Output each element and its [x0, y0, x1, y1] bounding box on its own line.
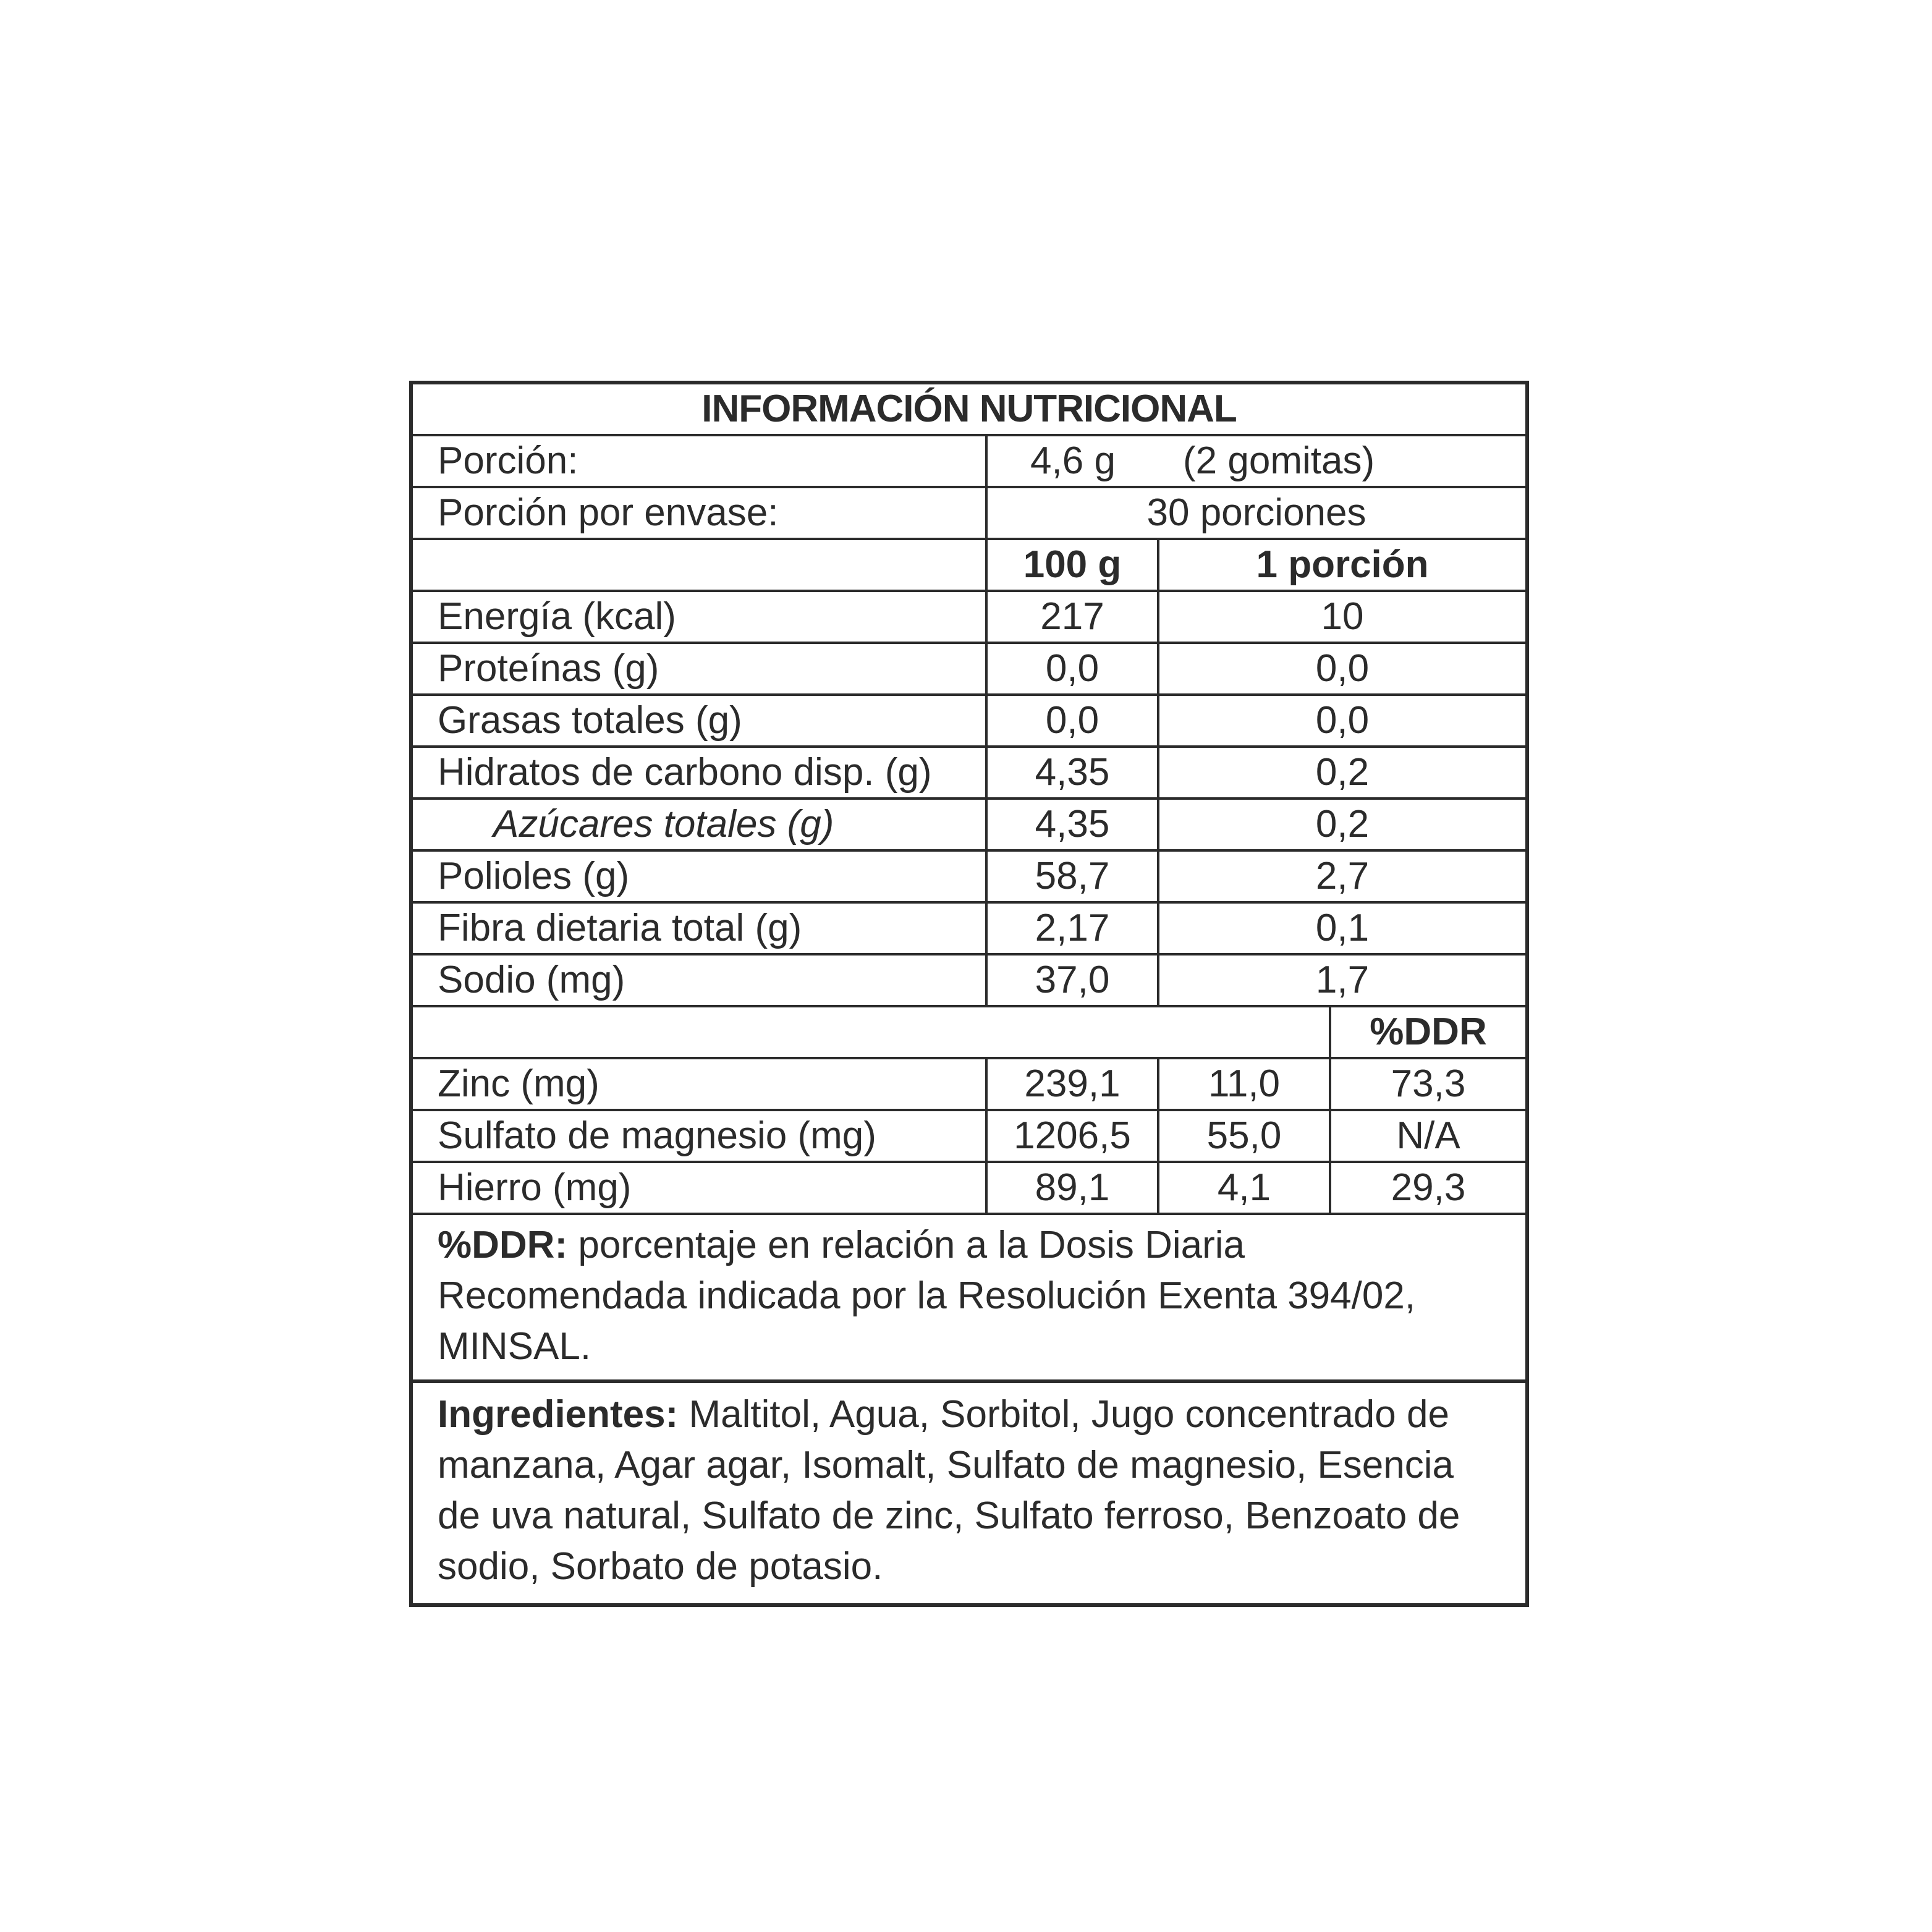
nutrient-per-serving: 2,7: [1158, 850, 1525, 902]
serving-label: Porción:: [413, 435, 986, 487]
nutrient-per100: 37,0: [986, 954, 1158, 1006]
ingredients-label: Ingredientes:: [438, 1393, 679, 1436]
title-row: [413, 384, 1525, 435]
nutrient-per-serving: 0,0: [1158, 643, 1525, 695]
mineral-row: [413, 1162, 1525, 1214]
mineral-per-serving: 11,0: [1158, 1058, 1330, 1110]
nutrient-row: [413, 695, 1525, 747]
nutrient-per-serving: 1,7: [1158, 954, 1525, 1006]
nutrient-row: [413, 954, 1525, 1006]
nutrient-name: Energía (kcal): [413, 591, 986, 643]
nutrient-name: Proteínas (g): [413, 643, 986, 695]
ingredients-block: [413, 1383, 1525, 1603]
mineral-per100: 1206,5: [986, 1110, 1158, 1162]
nutrient-per100: 4,35: [986, 747, 1158, 799]
ddr-header-row: [413, 1006, 1525, 1058]
mineral-row: [413, 1058, 1525, 1110]
mineral-name: Sulfato de magnesio (mg): [413, 1110, 986, 1162]
servings-per-container-row: [413, 487, 1525, 539]
nutrient-row: [413, 747, 1525, 799]
column-header-ddr: %DDR: [1330, 1006, 1525, 1058]
mineral-name: Hierro (mg): [413, 1162, 986, 1214]
mineral-per100: 89,1: [986, 1162, 1158, 1214]
nutrient-per100: 0,0: [986, 695, 1158, 747]
serving-amount: 4,6 g: [986, 435, 1158, 487]
servings-per-container-value: 30 porciones: [986, 487, 1525, 539]
nutrient-name: Polioles (g): [413, 850, 986, 902]
label-title: INFORMACIÓN NUTRICIONAL: [413, 384, 1525, 435]
servings-per-container-label: Porción por envase:: [413, 487, 986, 539]
mineral-ddr: N/A: [1330, 1110, 1525, 1162]
column-header-row: [413, 539, 1525, 591]
mineral-ddr: 73,3: [1330, 1058, 1525, 1110]
nutrient-per-serving: 0,1: [1158, 902, 1525, 954]
mineral-per100: 239,1: [986, 1058, 1158, 1110]
nutrient-per100: 4,35: [986, 799, 1158, 850]
mineral-per-serving: 55,0: [1158, 1110, 1330, 1162]
ddr-footnote-label: %DDR:: [438, 1224, 568, 1266]
nutrient-per100: 2,17: [986, 902, 1158, 954]
nutrient-per-serving: 0,2: [1158, 747, 1525, 799]
nutrient-per100: 0,0: [986, 643, 1158, 695]
column-header-blank: [413, 539, 986, 591]
nutrient-name: Sodio (mg): [413, 954, 986, 1006]
nutrient-per-serving: 0,2: [1158, 799, 1525, 850]
mineral-ddr: 29,3: [1330, 1162, 1525, 1214]
mineral-per-serving: 4,1: [1158, 1162, 1330, 1214]
ddr-header-blank: [413, 1006, 1330, 1058]
serving-row: [413, 435, 1525, 487]
nutrient-per100: 217: [986, 591, 1158, 643]
nutrient-row: [413, 643, 1525, 695]
nutrient-name: Hidratos de carbono disp. (g): [413, 747, 986, 799]
nutrition-label: [409, 381, 1529, 1607]
nutrient-row: [413, 591, 1525, 643]
mineral-name: Zinc (mg): [413, 1058, 986, 1110]
ingredients-text: Maltitol, Agua, Sorbitol, Jugo concentrado de manzana, Agar agar, Isomalt, Sulfato de magnesio, Esencia de uva natural, Sulfato de zinc, Sulfato ferroso, Benzoato de sodio, Sorbato de potasio.: [438, 1393, 1460, 1588]
nutrient-row: [413, 902, 1525, 954]
nutrient-per-serving: 0,0: [1158, 695, 1525, 747]
serving-units: (2 gomitas): [1158, 435, 1525, 487]
label-notes: [413, 1215, 1525, 1603]
nutrient-row: [413, 799, 1525, 850]
nutrient-per100: 58,7: [986, 850, 1158, 902]
nutrient-per-serving: 10: [1158, 591, 1525, 643]
column-header-per-serving: 1 porción: [1158, 539, 1525, 591]
nutrient-row: [413, 850, 1525, 902]
nutrient-name: Fibra dietaria total (g): [413, 902, 986, 954]
nutrient-name-sub: Azúcares totales (g): [413, 799, 986, 850]
ddr-footnote: [413, 1215, 1525, 1383]
ddr-footnote-text: porcentaje en relación a la Dosis Diaria Recomendada indicada por la Resolución Exenta 394/02, MINSAL.: [438, 1224, 1416, 1368]
nutrient-name: Grasas totales (g): [413, 695, 986, 747]
mineral-row: [413, 1110, 1525, 1162]
column-header-per100: 100 g: [986, 539, 1158, 591]
nutrition-table: [413, 384, 1525, 1215]
